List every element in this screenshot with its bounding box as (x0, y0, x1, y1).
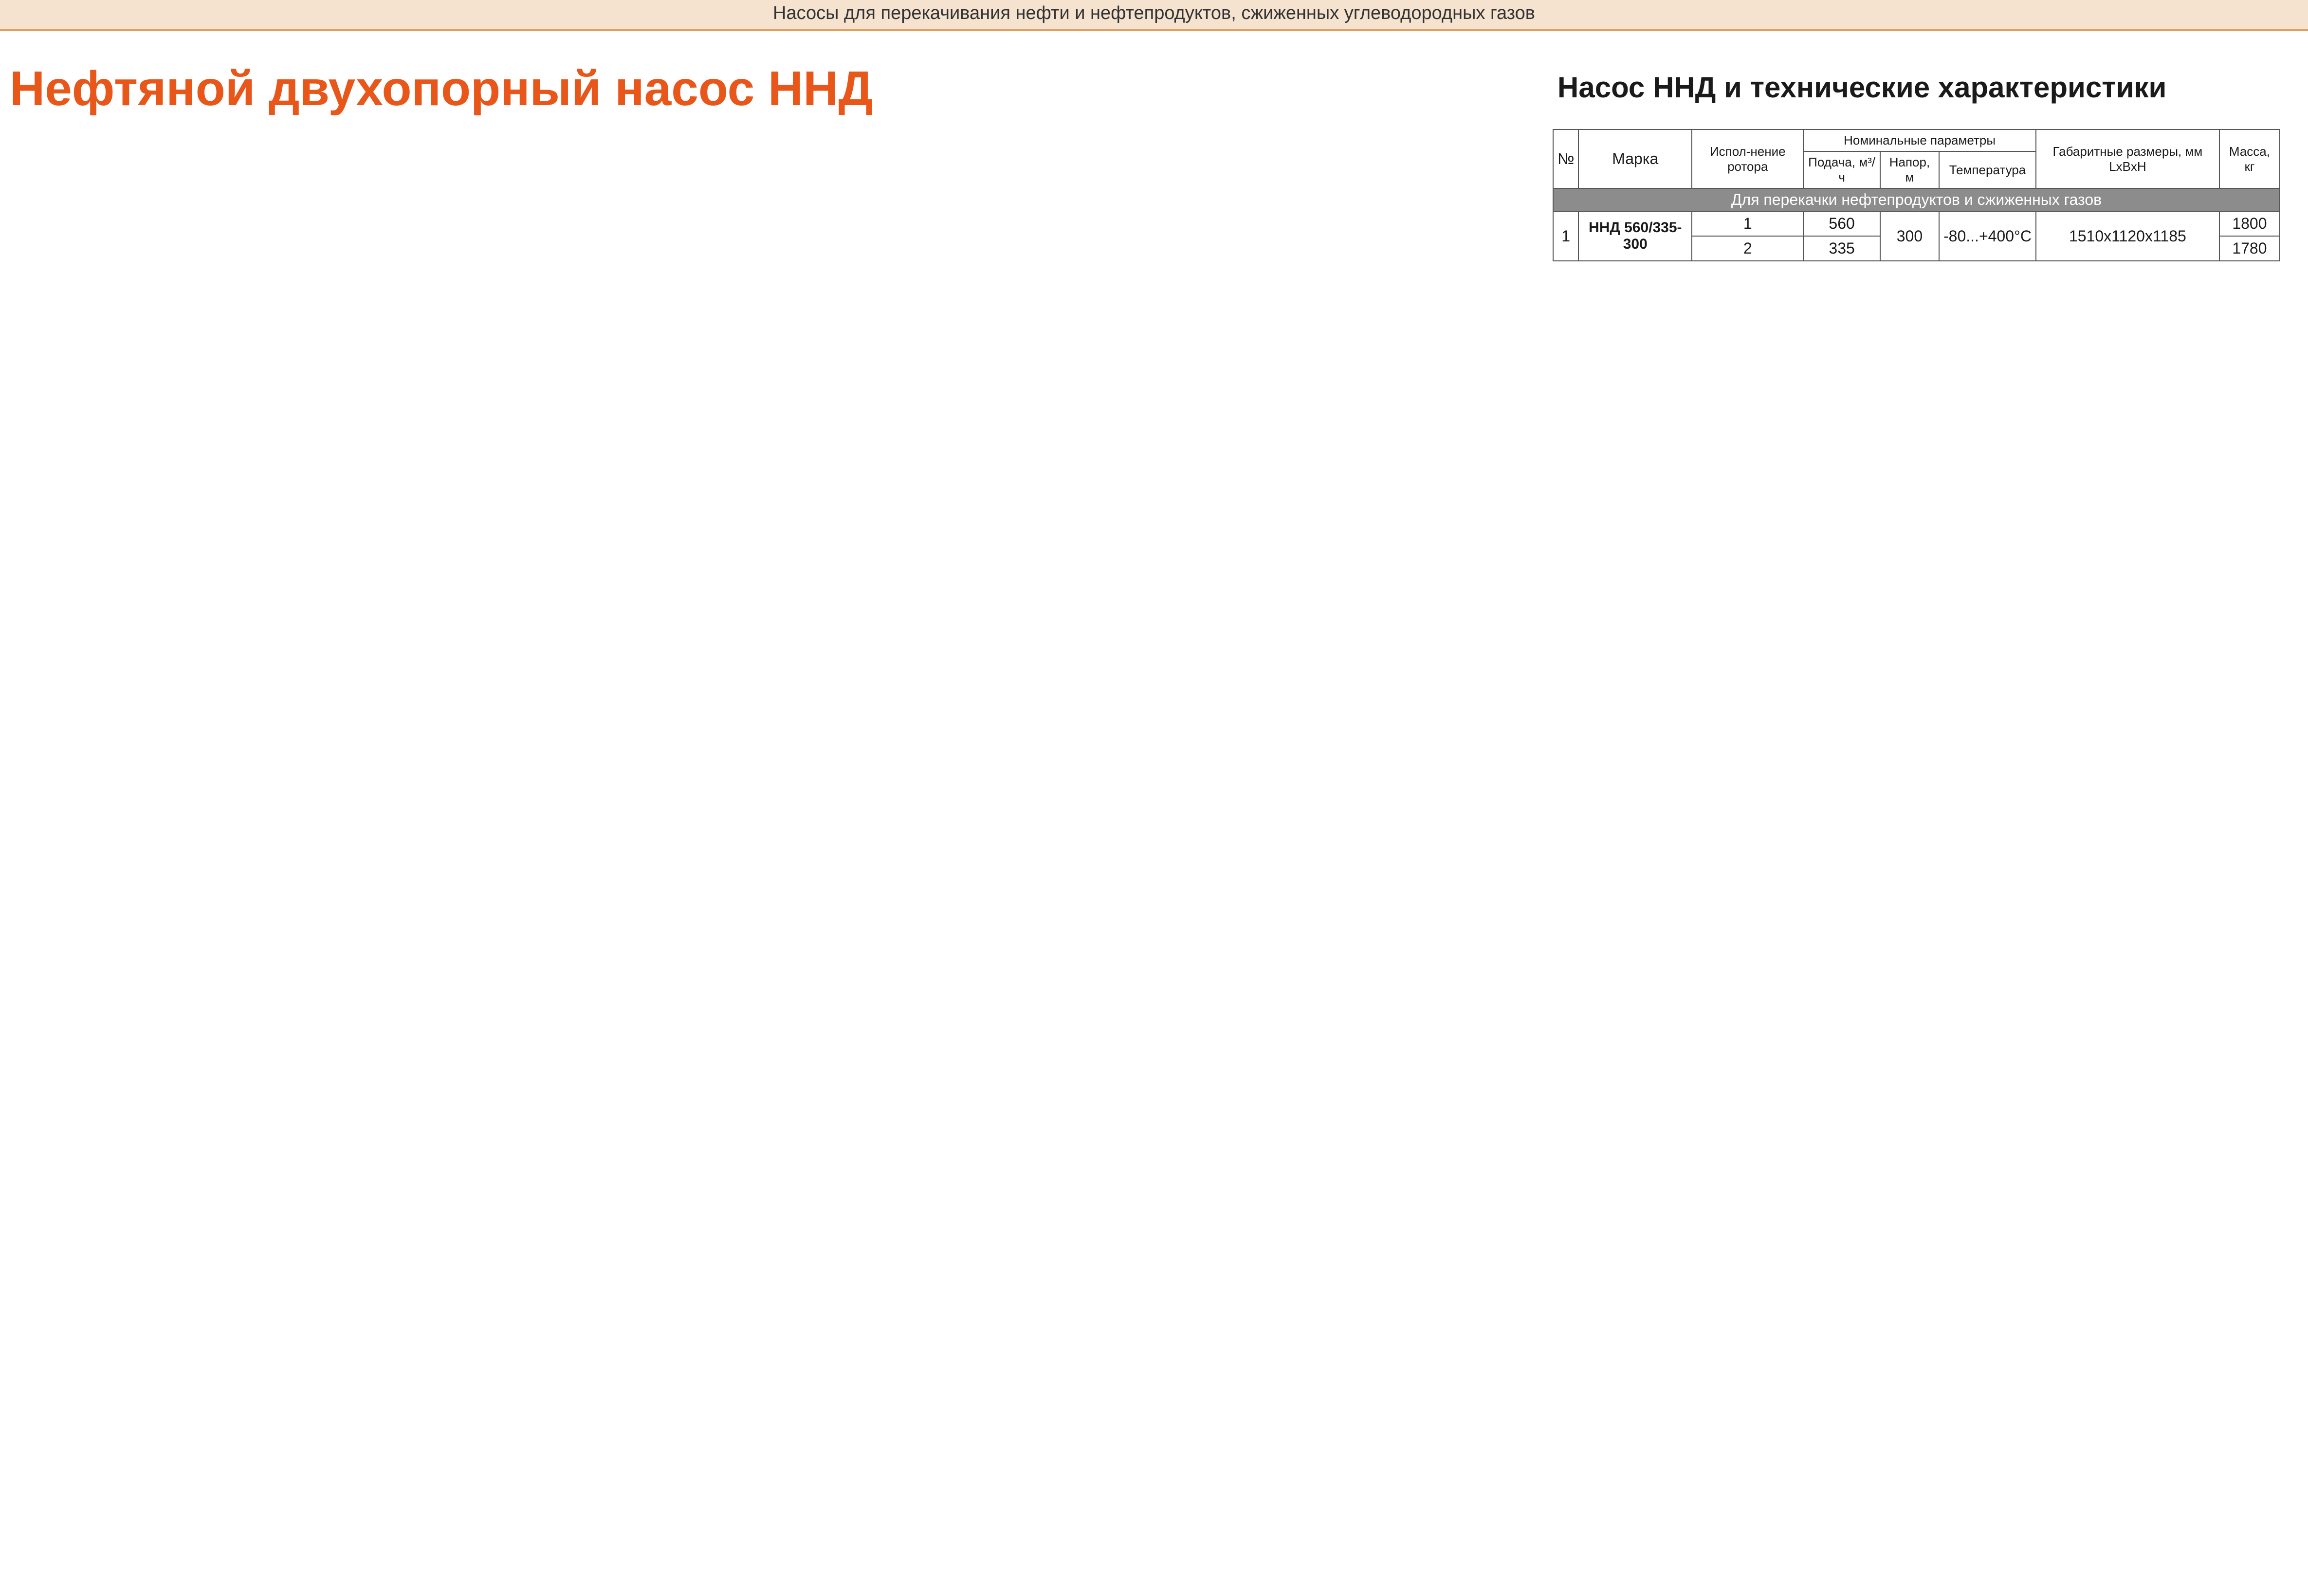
cell-rotor: 2 (1692, 236, 1803, 261)
col-nominal: Номинальные параметры (1803, 129, 2036, 151)
page-title: Нефтяной двухопорный насос ННД (10, 61, 873, 116)
col-temp: Температура (1939, 151, 2036, 188)
cell-flow: 560 (1803, 211, 1880, 236)
col-flow: Подача, м³/ч (1803, 151, 1880, 188)
col-head: Напор, м (1880, 151, 1939, 188)
cell-rotor: 1 (1692, 211, 1803, 236)
cell-mass: 1800 (2219, 211, 2280, 236)
col-dims: Габаритные размеры, мм LxBxH (2036, 129, 2219, 188)
spec-table-row (1553, 211, 2280, 236)
spec-table-band-row (1553, 188, 2280, 211)
col-mass: Масса, кг (2219, 129, 2280, 188)
page-header-text: Насосы для перекачивания нефти и нефтепродуктов, сжиженных углеводородных газов (773, 3, 1535, 23)
cell-mass: 1780 (2219, 236, 2280, 261)
page-header-bar (0, 0, 2308, 31)
spec-title: Насос ННД и технические характеристики (1557, 71, 2167, 104)
cell-marka: ННД 560/335-300 (1578, 211, 1692, 261)
spec-band-text: Для перекачки нефтепродуктов и сжиженных газов (1553, 188, 2280, 211)
spec-table-header-row (1553, 129, 2280, 151)
cell-flow: 335 (1803, 236, 1880, 261)
col-marka: Марка (1578, 129, 1692, 188)
spec-table (1553, 129, 2280, 261)
cell-num: 1 (1553, 211, 1578, 261)
col-rotor: Испол-нение ротора (1692, 129, 1803, 188)
cell-head: 300 (1880, 211, 1939, 261)
cell-dims: 1510x1120x1185 (2036, 211, 2219, 261)
cell-temp: -80...+400°С (1939, 211, 2036, 261)
col-num: № (1553, 129, 1578, 188)
